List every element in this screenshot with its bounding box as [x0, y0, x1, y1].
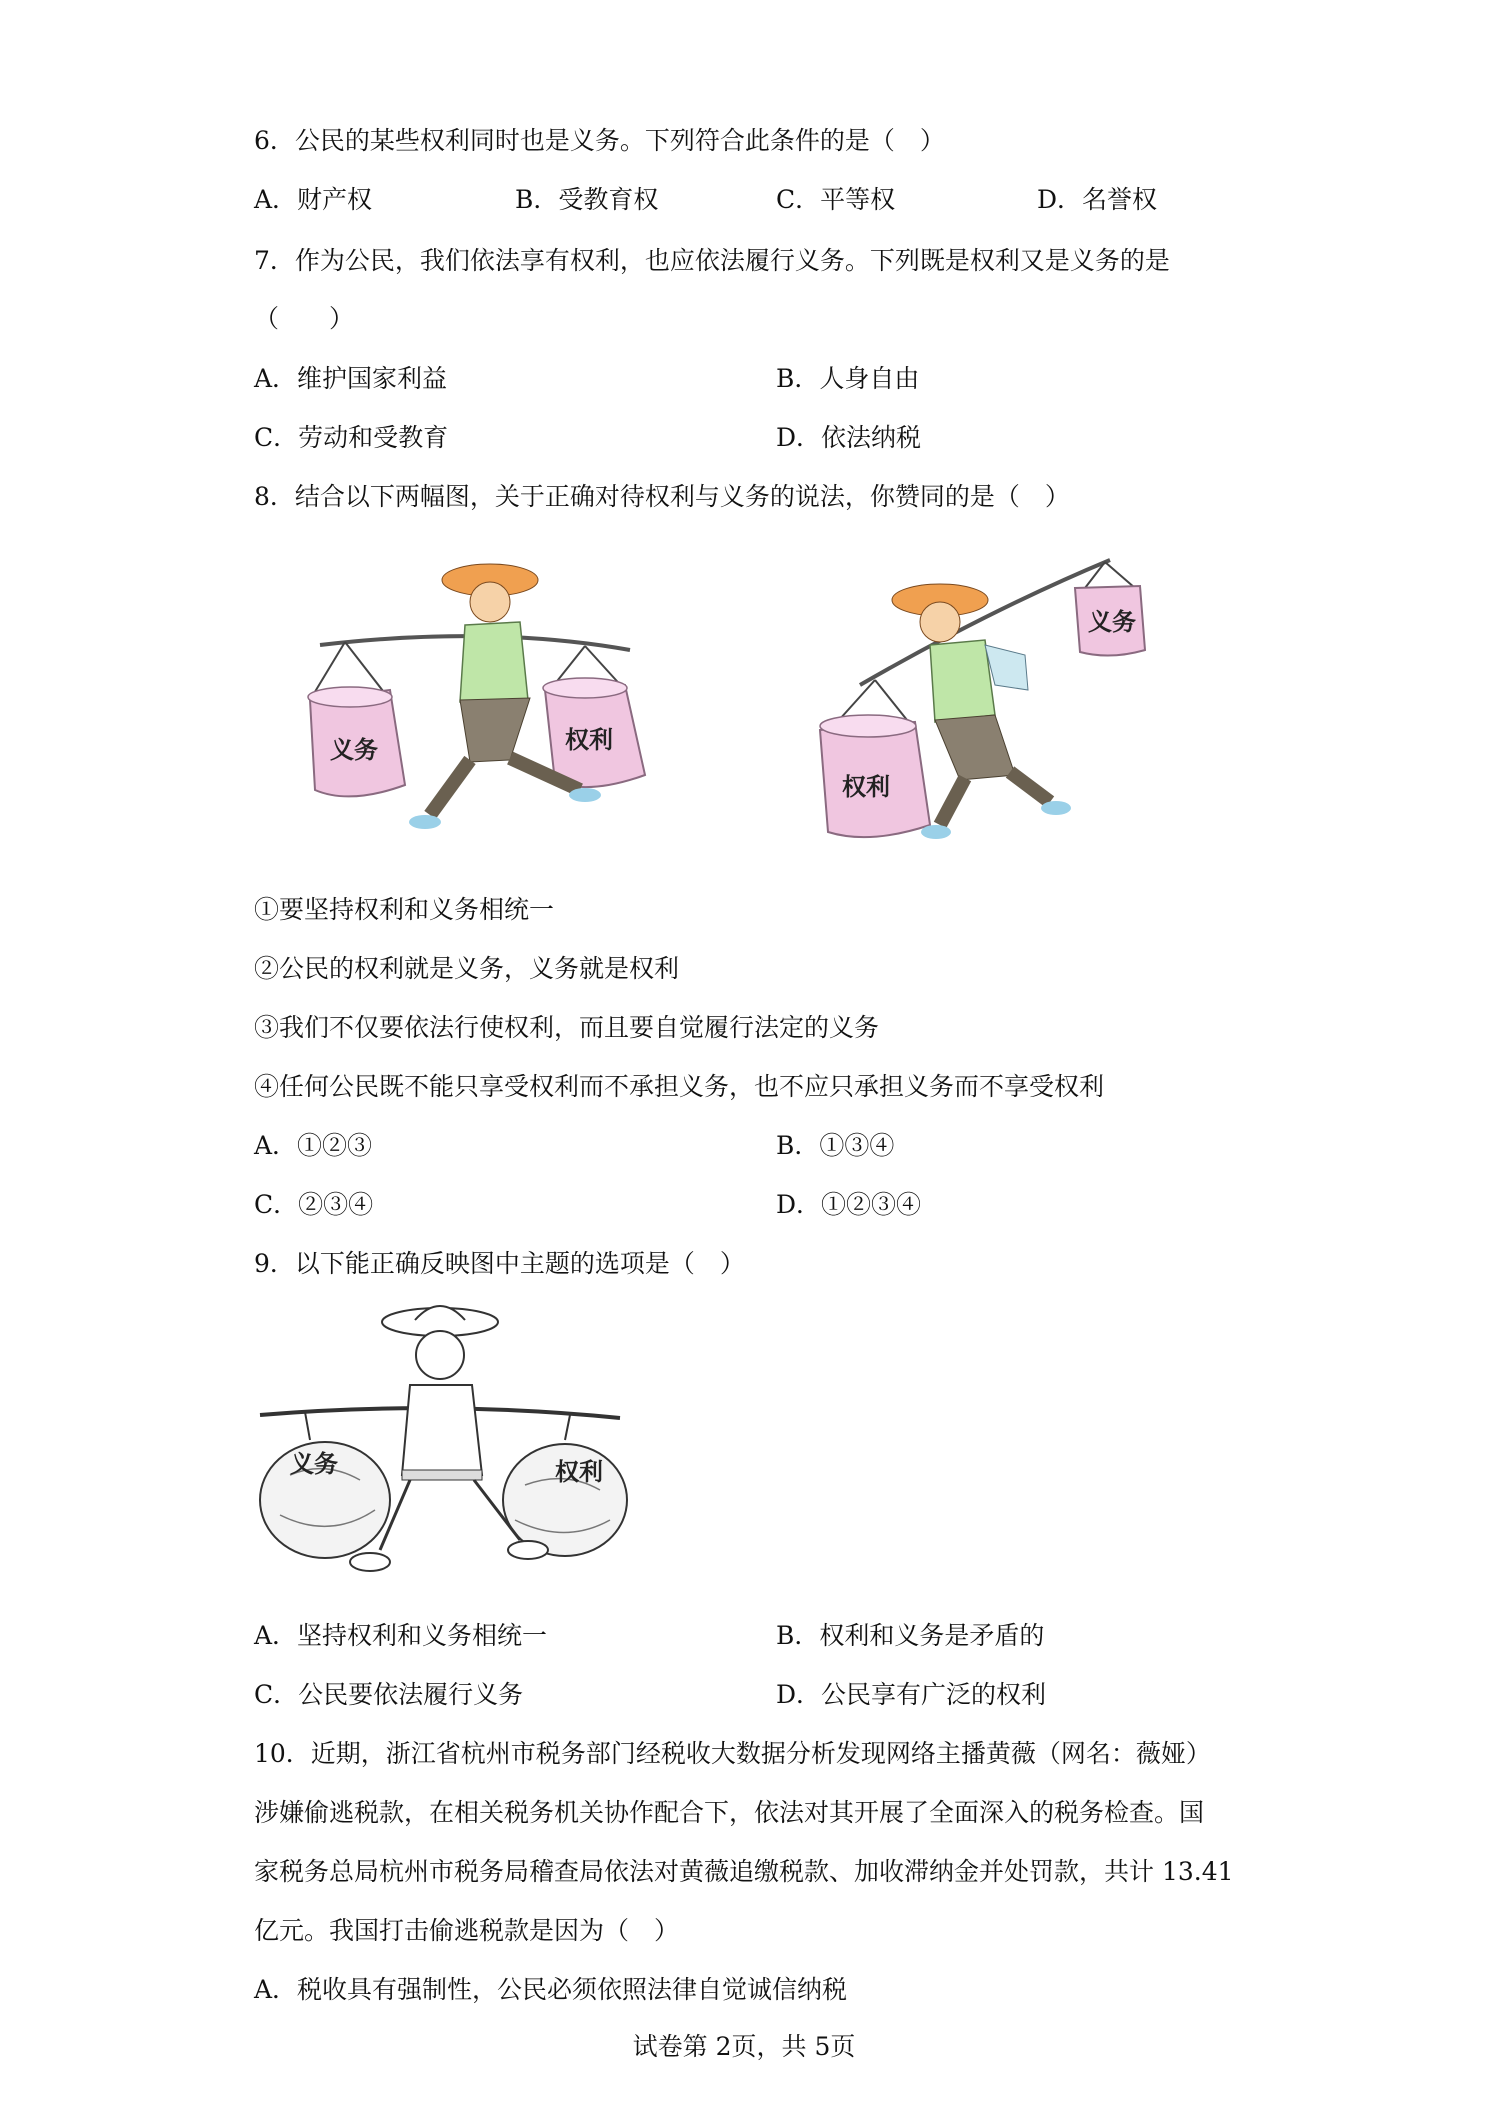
- q8-option-b: B．①③④: [776, 1131, 895, 1160]
- q8-statement-3: ③我们不仅要依法行使权利，而且要自觉履行法定的义务: [254, 1013, 880, 1042]
- q10-line-4: 亿元。我国打击偷逃税款是因为（ ）: [254, 1916, 680, 1945]
- q9-balanced-carrier-sketch: [250, 1300, 640, 1590]
- q10-line-1: 10．近期，浙江省杭州市税务部门经税收大数据分析发现网络主播黄薇（网名：薇娅）: [254, 1739, 1211, 1768]
- q10-line-3: 家税务总局杭州市税务局稽查局依法对黄薇追缴税款、加收滞纳金并处罚款，共计 13.41: [254, 1857, 1234, 1886]
- q7-option-a: A．维护国家利益: [254, 364, 448, 393]
- q7-option-c: C．劳动和受教育: [254, 423, 449, 452]
- q6-stem: 6．公民的某些权利同时也是义务。下列符合此条件的是（ ）: [254, 126, 945, 155]
- q8-option-c: C．②③④: [254, 1190, 374, 1219]
- q7-option-d: D．依法纳税: [776, 423, 922, 452]
- q8-right-bag-high-obligation: [1075, 562, 1145, 656]
- q8-option-d: D．①②③④: [776, 1190, 922, 1219]
- q8-statement-4: ④任何公民既不能只享受权利而不承担义务，也不应只承担义务而不享受权利: [254, 1072, 1105, 1101]
- q6-option-b: B．受教育权: [515, 185, 659, 214]
- q8-left-bag-right-rights: [543, 646, 645, 787]
- q9-stem: 9．以下能正确反映图中主题的选项是（ ）: [254, 1249, 745, 1278]
- q9-option-d: D．公民享有广泛的权利: [776, 1680, 1047, 1709]
- q9-option-b: B．权利和义务是矛盾的: [776, 1621, 1045, 1650]
- q8-stem: 8．结合以下两幅图，关于正确对待权利与义务的说法，你赞同的是（ ）: [254, 482, 1070, 511]
- q8-option-a: A．①②③: [254, 1131, 373, 1160]
- q6-option-d: D．名誉权: [1037, 185, 1158, 214]
- q8-statement-2: ②公民的权利就是义务，义务就是权利: [254, 954, 680, 983]
- q9-right-bag-label: 权利: [555, 1458, 603, 1486]
- q9-option-c: C．公民要依法履行义务: [254, 1680, 524, 1709]
- q10-option-a: A．税收具有强制性，公民必须依照法律自觉诚信纳税: [254, 1975, 848, 2004]
- q8-unbalanced-carrier-illustration: [790, 540, 1240, 850]
- q8-right-bag-low-rights: [820, 680, 930, 837]
- q8-left-bag-right-label: 权利: [565, 726, 613, 754]
- q9-left-bag-label: 义务: [290, 1450, 338, 1478]
- q9-left-bag-obligation: [260, 1412, 390, 1558]
- q6-option-c: C．平等权: [776, 185, 896, 214]
- q8-statement-1: ①要坚持权利和义务相统一: [254, 895, 555, 924]
- q6-option-a: A．财产权: [254, 185, 373, 214]
- q9-option-a: A．坚持权利和义务相统一: [254, 1621, 548, 1650]
- q8-balanced-carrier-illustration: [280, 550, 710, 850]
- q10-line-2: 涉嫌偷逃税款，在相关税务机关协作配合下，依法对其开展了全面深入的税务检查。国: [254, 1798, 1205, 1827]
- q8-right-bag-low-label: 权利: [842, 773, 890, 801]
- q7-option-b: B．人身自由: [776, 364, 920, 393]
- q8-right-bag-high-label: 义务: [1088, 608, 1136, 636]
- q7-stem: 7．作为公民，我们依法享有权利，也应依法履行义务。下列既是权利又是义务的是: [254, 246, 1170, 275]
- page-footer: 试卷第 2页，共 5页: [632, 2032, 856, 2061]
- q9-right-bag-rights: [503, 1415, 627, 1556]
- q7-stem-cont: （ ）: [254, 304, 355, 333]
- q8-left-bag-left-label: 义务: [330, 736, 378, 764]
- q8-left-bag-obligation: [308, 642, 405, 796]
